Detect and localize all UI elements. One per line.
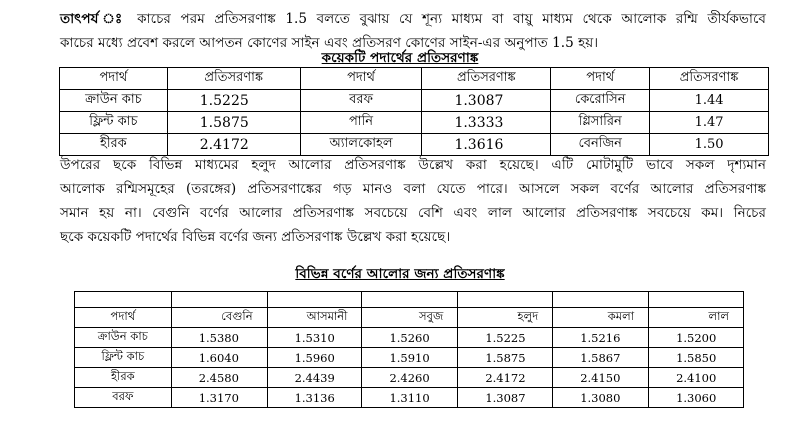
table-cell: কেরোসিন (551, 90, 650, 112)
table-cell: 1.5875 (167, 112, 300, 134)
table1-header-row (60, 68, 769, 90)
table-row (75, 368, 744, 388)
table-cell: 2.4172 (167, 134, 300, 156)
table-cell: বেনজিন (551, 134, 650, 156)
table1-header: পদার্থ (551, 68, 650, 90)
table2-header: লাল (649, 308, 744, 328)
table-cell: হীরক (75, 368, 172, 388)
table-cell: 1.3080 (553, 388, 649, 408)
explanation-line-3: সমান হয় না। বেগুনি বর্ণের আলোর প্রতিসরণাঙ্ক সবচেয়ে বেশি এবং লাল আলোর প্রতিসরণাঙ্ক সবচেয়ে কম। নিচের (60, 205, 766, 221)
table-cell: গ্লিসারিন (551, 112, 650, 134)
table-cell: 2.4150 (553, 368, 649, 388)
table2-header: আসমানী (267, 308, 362, 328)
table-cell: বরফ (75, 388, 172, 408)
explanation-line-4: ছকে কয়েকটি পদার্থের বিভিন্ন বর্ণের জন্য প্রতিসরণাঙ্ক উল্লেখ করা হয়েছে। (60, 229, 451, 245)
table-cell: 1.3110 (362, 388, 458, 408)
explanation-paragraph (60, 153, 766, 249)
table-cell: 1.5380 (171, 328, 267, 348)
table-cell: ফ্লিন্ট কাচ (75, 348, 172, 368)
table-cell: 1.3087 (458, 388, 553, 408)
color-refractive-index-table (74, 291, 744, 408)
table-cell: 1.5910 (362, 348, 458, 368)
table-cell: 1.5225 (167, 90, 300, 112)
table-cell: 1.3616 (422, 134, 551, 156)
table-row (60, 90, 769, 112)
table-cell: 1.5875 (458, 348, 553, 368)
table2-header: সবুজ (362, 308, 458, 328)
table-cell: 2.4439 (267, 368, 362, 388)
table-cell: 1.3136 (267, 388, 362, 408)
table-cell: 1.5225 (458, 328, 553, 348)
table1-header: প্রতিসরণাঙ্ক (422, 68, 551, 90)
table-cell: 1.5200 (649, 328, 744, 348)
table1-header: পদার্থ (60, 68, 168, 90)
table-cell: 2.4172 (458, 368, 553, 388)
table-row (75, 388, 744, 408)
table1-title: কয়েকটি পদার্থের প্রতিসরণাঙ্ক (321, 50, 479, 66)
table-cell: 1.44 (650, 90, 769, 112)
table1-header: প্রতিসরণাঙ্ক (167, 68, 300, 90)
table1-header: প্রতিসরণাঙ্ক (650, 68, 769, 90)
explanation-line-1: উপরের ছকে বিভিন্ন মাধ্যমের হলুদ আলোর প্রতিসরণাঙ্ক উল্লেখ করা হয়েছে। এটি মোটামুটি ভাবে সকল দৃশ্যমান (60, 157, 766, 173)
table-cell: হীরক (60, 134, 168, 156)
table-cell: 1.5867 (553, 348, 649, 368)
table2-header: পদার্থ (75, 308, 172, 328)
table-cell: 1.3333 (422, 112, 551, 134)
table-cell: 1.5850 (649, 348, 744, 368)
table2-header: বেগুনি (171, 308, 267, 328)
table2-spacer-row (75, 292, 744, 308)
table-cell: 2.4100 (649, 368, 744, 388)
table-cell: ক্রাউন কাচ (75, 328, 172, 348)
table-cell: 2.4260 (362, 368, 458, 388)
intro-line-1: তাৎপর্য ঃ কাচের পরম প্রতিসরণাঙ্ক 1.5 বলতে বুঝায় যে শূন্য মাধ্যম বা বায়ু মাধ্যম থেকে আলোক রশ্মি তীর্যকভাবে (60, 11, 766, 27)
table1-header: পদার্থ (300, 68, 422, 90)
explanation-line-2: আলোক রশ্মিসমূহের (তরঙ্গের) প্রতিসরণাঙ্কের গড় মানও বলা যেতে পারে। আসলে সকল বর্ণের আলোর প্রতিসরণাঙ্ক (60, 181, 766, 197)
table-cell: 1.5260 (362, 328, 458, 348)
refractive-index-table (59, 67, 769, 156)
table-cell: ক্রাউন কাচ (60, 90, 168, 112)
table-cell: বরফ (300, 90, 422, 112)
table-cell: অ্যালকোহল (300, 134, 422, 156)
table-row (75, 328, 744, 348)
table-cell: 1.5960 (267, 348, 362, 368)
table-cell: 1.6040 (171, 348, 267, 368)
intro-line-2: কাচের মধ্যে প্রবেশ করলে আপতন কোণের সাইন এবং প্রতিসরণ কোণের সাইন-এর অনুপাত 1.5 হয়। (60, 35, 599, 51)
table2-header: কমলা (553, 308, 649, 328)
table2-header: হলুদ (458, 308, 553, 328)
table-row (75, 348, 744, 368)
significance-label: তাৎপর্য ঃ (60, 11, 128, 27)
table-cell: 2.4580 (171, 368, 267, 388)
table-cell: 1.3170 (171, 388, 267, 408)
table-cell: 1.50 (650, 134, 769, 156)
table-cell: ফ্লিন্ট কাচ (60, 112, 168, 134)
table-cell: 1.3087 (422, 90, 551, 112)
table-cell: পানি (300, 112, 422, 134)
table-row (60, 112, 769, 134)
table2-title: বিভিন্ন বর্ণের আলোর জন্য প্রতিসরণাঙ্ক (295, 266, 505, 282)
table-cell: 1.3060 (649, 388, 744, 408)
table-cell: 1.5216 (553, 328, 649, 348)
table2-header-row (75, 308, 744, 328)
table-cell: 1.5310 (267, 328, 362, 348)
table-cell: 1.47 (650, 112, 769, 134)
